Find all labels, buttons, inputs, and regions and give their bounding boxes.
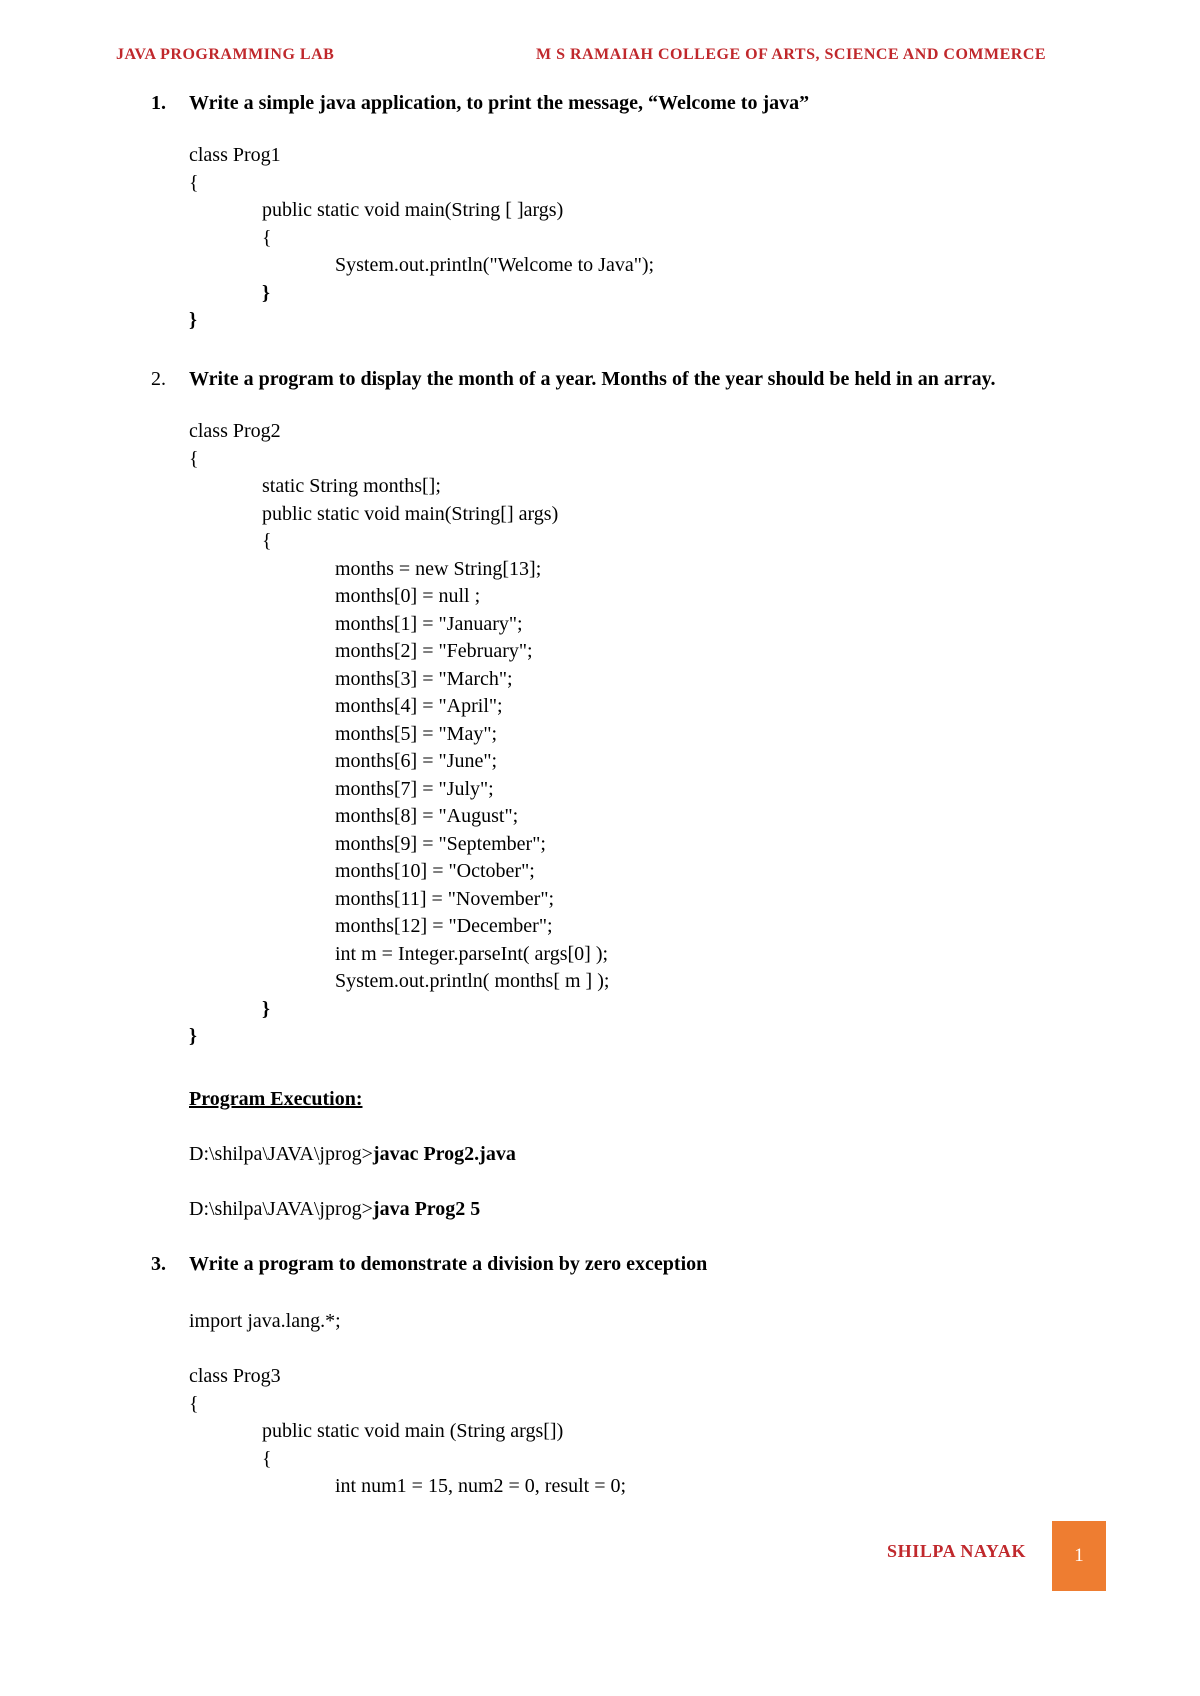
question-number: 2. [151,368,166,390]
code-line: int m = Integer.parseInt( args[0] ); [335,943,609,965]
code-line: months[11] = "November"; [335,888,555,910]
code-line: class Prog1 [189,144,281,166]
code-line: months[4] = "April"; [335,695,503,717]
execution-line-1 [189,1143,516,1166]
execution-command: javac Prog2.java [372,1143,516,1165]
program-execution-heading: Program Execution: [189,1088,363,1110]
code-line: months[12] = "December"; [335,915,553,937]
code-line: months[8] = "August"; [335,805,519,827]
code-line: } [262,998,270,1020]
code-line: public static void main (String args[]) [262,1420,564,1442]
code-line: public static void main(String [ ]args) [262,199,564,221]
question-number: 1. [151,92,166,114]
question-text: Write a simple java application, to print the message, “Welcome to java” [189,92,810,114]
code-line: int num1 = 15, num2 = 0, result = 0; [335,1475,627,1497]
code-line: static String months[]; [262,475,441,497]
question-number: 3. [151,1253,166,1275]
execution-prompt: D:\shilpa\JAVA\jprog> [189,1198,373,1220]
code-line: months = new String[13]; [335,558,542,580]
code-line: { [189,448,199,470]
code-line: months[7] = "July"; [335,778,494,800]
code-line: System.out.println( months[ m ] ); [335,970,610,992]
code-line: months[3] = "March"; [335,668,513,690]
code-line: months[9] = "September"; [335,833,546,855]
code-line: months[2] = "February"; [335,640,533,662]
code-line: months[6] = "June"; [335,750,498,772]
code-line: { [262,227,272,249]
code-line: public static void main(String[] args) [262,503,559,525]
header-right-title: M S RAMAIAH COLLEGE OF ARTS, SCIENCE AND COMMERCE [536,46,1047,63]
question-text: Write a program to display the month of a year. Months of the year should be held in an array. [189,368,996,390]
code-line: class Prog3 [189,1365,281,1387]
execution-command: java Prog2 5 [372,1198,481,1220]
code-line: } [189,309,197,331]
code-line: } [189,1025,197,1047]
code-line: { [189,1393,199,1415]
question-text: Write a program to demonstrate a division by zero exception [189,1253,708,1275]
header-left-title: JAVA PROGRAMMING LAB [116,46,335,63]
code-line: } [262,282,270,304]
code-line: import java.lang.*; [189,1310,341,1332]
code-line: months[0] = null ; [335,585,481,607]
code-line: months[5] = "May"; [335,723,498,745]
code-line: months[10] = "October"; [335,860,535,882]
code-line: System.out.println("Welcome to Java"); [335,254,655,276]
code-line: { [189,172,199,194]
code-line: { [262,1448,272,1470]
code-line: months[1] = "January"; [335,613,523,635]
execution-line-2 [189,1198,480,1221]
code-line: class Prog2 [189,420,281,442]
execution-prompt: D:\shilpa\JAVA\jprog> [189,1143,373,1165]
page-number-box [1052,1521,1106,1591]
code-line: { [262,530,272,552]
page-number: 1 [1074,1545,1084,1566]
footer-author: SHILPA NAYAK [887,1541,1027,1561]
